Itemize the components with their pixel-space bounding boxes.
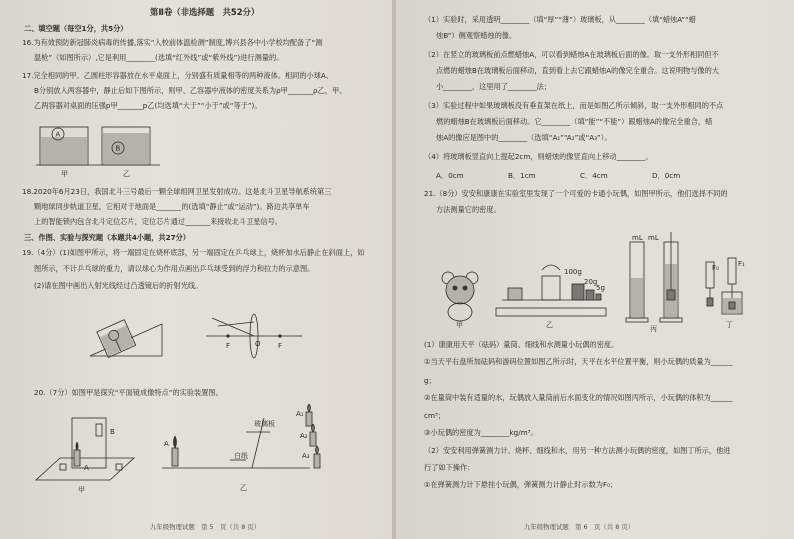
question-21-part-2-step-1: ①在弹簧测力计下悬挂小玩偶，弹簧测力计静止时示数为F₀； [424, 480, 618, 489]
figure-21-yi-balance [492, 256, 612, 330]
candle-a-yi [172, 448, 178, 466]
question-16-line-2: 温枪”（如图所示）,它是利用________(选填“红外线”或“紫外线”)进行测量的。 [34, 53, 284, 62]
cylinder-1-base [626, 318, 648, 322]
figure-19-incline [88, 300, 168, 360]
section-header: 第Ⅱ卷（非选择题 共52分） [150, 7, 260, 17]
question-20-part-3-line-2: 燃的蜡烛B在玻璃板后面移动。它________（填“能”“不能”）跟蜡烛A的像完全重合，蜡 [436, 117, 713, 126]
weight-5g [596, 294, 601, 300]
question-21-part-1-step-1: ①当天平右盘所加砝码和游码位置如图乙所示时，天平在水平位置平衡，则小玩偶的质量为______ [424, 357, 733, 366]
option-b: B．1cm [508, 171, 536, 180]
toy-on-pan [508, 288, 522, 300]
figure-21-jia-toy [436, 268, 486, 328]
weight-20g-label: 20g [584, 278, 598, 286]
image-a3-label: A₃ [302, 452, 310, 460]
cylinder-2-base [660, 318, 682, 322]
question-20-part-3-line-3: 烛A的像应是图中的________（选填“A₁”“A₂”或“A₃”）。 [436, 133, 612, 142]
focus-right [279, 335, 281, 337]
question-21-part-1-step-1-unit: g； [424, 376, 436, 385]
bear-eye-right [463, 286, 467, 290]
white-paper-label: 白纸 [234, 452, 248, 460]
cylinder-2-unit: mL [648, 234, 659, 242]
question-21-part-2-line-1: （2）安安利用弹簧测力计、烧杯、细线和水，用另一种方法测小玩偶的密度，如图丁所示，他进 [424, 446, 731, 455]
weight-100g-label: 100g [564, 268, 582, 276]
focus-left-label: F [226, 342, 231, 350]
image-a2-label: A₂ [300, 432, 308, 440]
container-yi-label: 乙 [123, 170, 130, 178]
question-20-part-2-line-3: 小________，这里用了________法； [436, 82, 552, 91]
candle-a [74, 450, 80, 466]
question-16-line-1: 16.为有效预防新冠肺炎病毒的传播,落实“入校前体温检测”制度,博兴县各中小学校均配备了“测 [22, 38, 323, 47]
question-21-line-2: 方法测量它的密度。 [436, 205, 501, 214]
question-20-part-1-line-2: 烛B”）侧观察蜡烛的像。 [436, 31, 517, 40]
option-a: A．0cm [436, 171, 464, 180]
candle-a-yi-flame [174, 436, 177, 448]
question-19-line-1: 19.（4分）(1)如图甲所示，将一端固定在烧杯底部，另一端固定在乒乓球上，烧杯加水后静止在斜面上，如 [22, 248, 365, 257]
option-d: D．0cm [652, 171, 681, 180]
section-fill-in-title: 二、填空题（每空1分，共5分） [24, 24, 128, 33]
bear-body [448, 303, 472, 321]
question-21-line-1: 21.（8分）安安和康康在实验室里发现了一个可爱的卡通小玩偶，如图甲所示，他们选择不同的 [424, 189, 728, 198]
focus-right-label: F [278, 342, 283, 350]
toy-in-cylinder [667, 290, 675, 300]
question-20-part-3-line-1: （3）实验过程中如果玻璃板没有垂直架在纸上，而是如图乙所示倾斜，取一支外形相同的不点 [424, 101, 724, 110]
incident-ray-1 [212, 318, 254, 336]
candle-a-flame [76, 442, 78, 450]
question-17-line-2: B分别放入两容器中，静止后如下图所示，则甲、乙容器中液体的密度关系为ρ甲_______ρ乙，甲、 [34, 86, 347, 95]
weight-20g [586, 290, 594, 300]
figure-20-yi [160, 402, 340, 494]
ball-b-label: B [115, 144, 121, 153]
question-18-line-2: 颗地球同步轨道卫星，它相对于地面是_______的(选填“静止”或“运动”)。路边共享单车 [34, 202, 310, 211]
liquid-jia [41, 137, 87, 164]
optical-center-label: O [255, 340, 261, 348]
container-jia-label: 甲 [61, 170, 68, 178]
candle-a-yi-label: A [164, 440, 169, 448]
question-17-line-1: 17.完全相同的甲、乙圆柱形容器放在水平桌面上，分别盛有质量相等的两种液体。相同的小球A、 [22, 71, 334, 80]
liquid-yi [103, 133, 149, 164]
spring-scale-2 [728, 258, 736, 284]
question-20-part-2-line-2: 点燃的蜡烛B在玻璃板后面移动，直到看上去它跟蜡烛A的像完全重合。这说明物与像的大 [436, 66, 719, 75]
question-19-line-3: (2)请在图中画出入射光线经过凸透镜后的折射光线。 [34, 281, 203, 290]
ball-a-label: A [55, 130, 61, 139]
candle-b [96, 424, 102, 436]
weight-100g [572, 284, 584, 300]
question-18-line-1: 18.2020年6月23日，我国北斗三号最后一颗全球组网卫星发射成功。这是北斗卫星导航系统第三 [22, 187, 332, 196]
clip-left [60, 464, 66, 470]
glass-plate-label: 玻璃板 [254, 420, 275, 428]
question-21-part-2-line-2: 行了如下操作： [424, 463, 475, 472]
figure-21-bing-cylinders [624, 232, 692, 332]
balance-base [496, 308, 606, 316]
exam-page-6 [396, 0, 794, 539]
figure-jia-label: 甲 [78, 486, 85, 494]
exam-page-5 [0, 0, 394, 539]
figure-20-jia [30, 402, 140, 494]
figure-yi-label: 乙 [240, 484, 247, 492]
image-a3-flame [316, 446, 319, 454]
clip-right [116, 464, 122, 470]
balance-dial [542, 265, 560, 270]
option-c: C．4cm [580, 171, 608, 180]
figure-21-ding-spring-scale [702, 256, 762, 330]
candle-b-label: B [110, 428, 115, 436]
focus-left [227, 335, 229, 337]
beaker-on-incline [97, 320, 136, 358]
figure-17-containers [36, 121, 166, 179]
question-21-part-1-step-2-unit: cm³； [424, 411, 446, 420]
figure-19-lens [204, 304, 304, 360]
question-20-part-4: （4）将玻璃板竖直向上提起2cm，则蜡烛的像竖直向上移动________。 [424, 152, 653, 161]
question-21-part-1-step-2: ②在量筒中装有适量的水，玩偶放入量筒前后水面变化的情况如图丙所示，小玩偶的体积为______ [424, 393, 733, 402]
question-20-part-2-line-1: （2）在竖立的玻璃板前点燃蜡烛A，可以看到蜡烛A在玻璃板后面的像。取一支外形相同但不 [424, 50, 719, 59]
figure-21-bing-label: 丙 [650, 325, 657, 332]
reading-f1-label: F₁ [738, 260, 745, 268]
balance-pillar [542, 276, 560, 300]
figure-21-jia-label: 甲 [456, 321, 463, 328]
image-a1-label: A₁ [296, 410, 304, 418]
image-a2-flame [312, 424, 315, 432]
reading-f0-label: F₀ [712, 264, 719, 272]
page-footer-5: 九年级物理试题 第 5 页（共 8 页） [150, 523, 261, 531]
question-19-line-2: 图所示，不计乒乓球的重力，请以球心为作用点画出乒乓球受到的浮力和拉力的示意图。 [34, 264, 315, 273]
bear-eye-left [453, 286, 457, 290]
toy-in-air [707, 298, 713, 306]
question-21-part-1: (1）康康用天平（砝码）量筒、细线和水测量小玩偶的密度。 [424, 340, 619, 349]
weight-5g-label: 5g [596, 284, 605, 292]
question-20-part-1-line-1: （1）实验时，采用透明________（填“厚”“薄”）玻璃板，从________（填“蜡烛A”“蜡 [424, 15, 696, 24]
question-17-line-3: 乙两容器对桌面的压强p甲_______p乙(均选填“大于”“小于”或“等于”)。 [34, 101, 262, 110]
image-a1-flame [308, 404, 311, 412]
question-21-part-1-step-3: ③小玩偶的密度为________kg/m³。 [424, 428, 538, 437]
page-footer-6: 九年级物理试题 第 6 页（共 8 页） [524, 523, 635, 531]
image-a3 [314, 454, 320, 468]
image-a1 [306, 412, 312, 426]
candle-a-label: A [84, 464, 89, 472]
figure-21-yi-label: 乙 [546, 321, 553, 329]
toy-in-water [729, 302, 735, 309]
cylinder-1-water [631, 278, 643, 317]
figure-21-ding-label: 丁 [726, 321, 733, 329]
image-a2 [310, 432, 316, 446]
cylinder-1-unit: mL [632, 234, 643, 242]
question-18-line-3: 上的智能锁内包含北斗定位芯片，定位芯片通过_______来接收北斗卫星信号。 [34, 217, 282, 226]
question-20-stem: 20.（7分）如图甲是探究“平面镜成像特点”的实验装置图。 [34, 388, 223, 397]
section-experiment-title: 三、作图、实验与探究题（本题共4小题，共27分） [24, 233, 190, 242]
bear-head [446, 276, 474, 304]
